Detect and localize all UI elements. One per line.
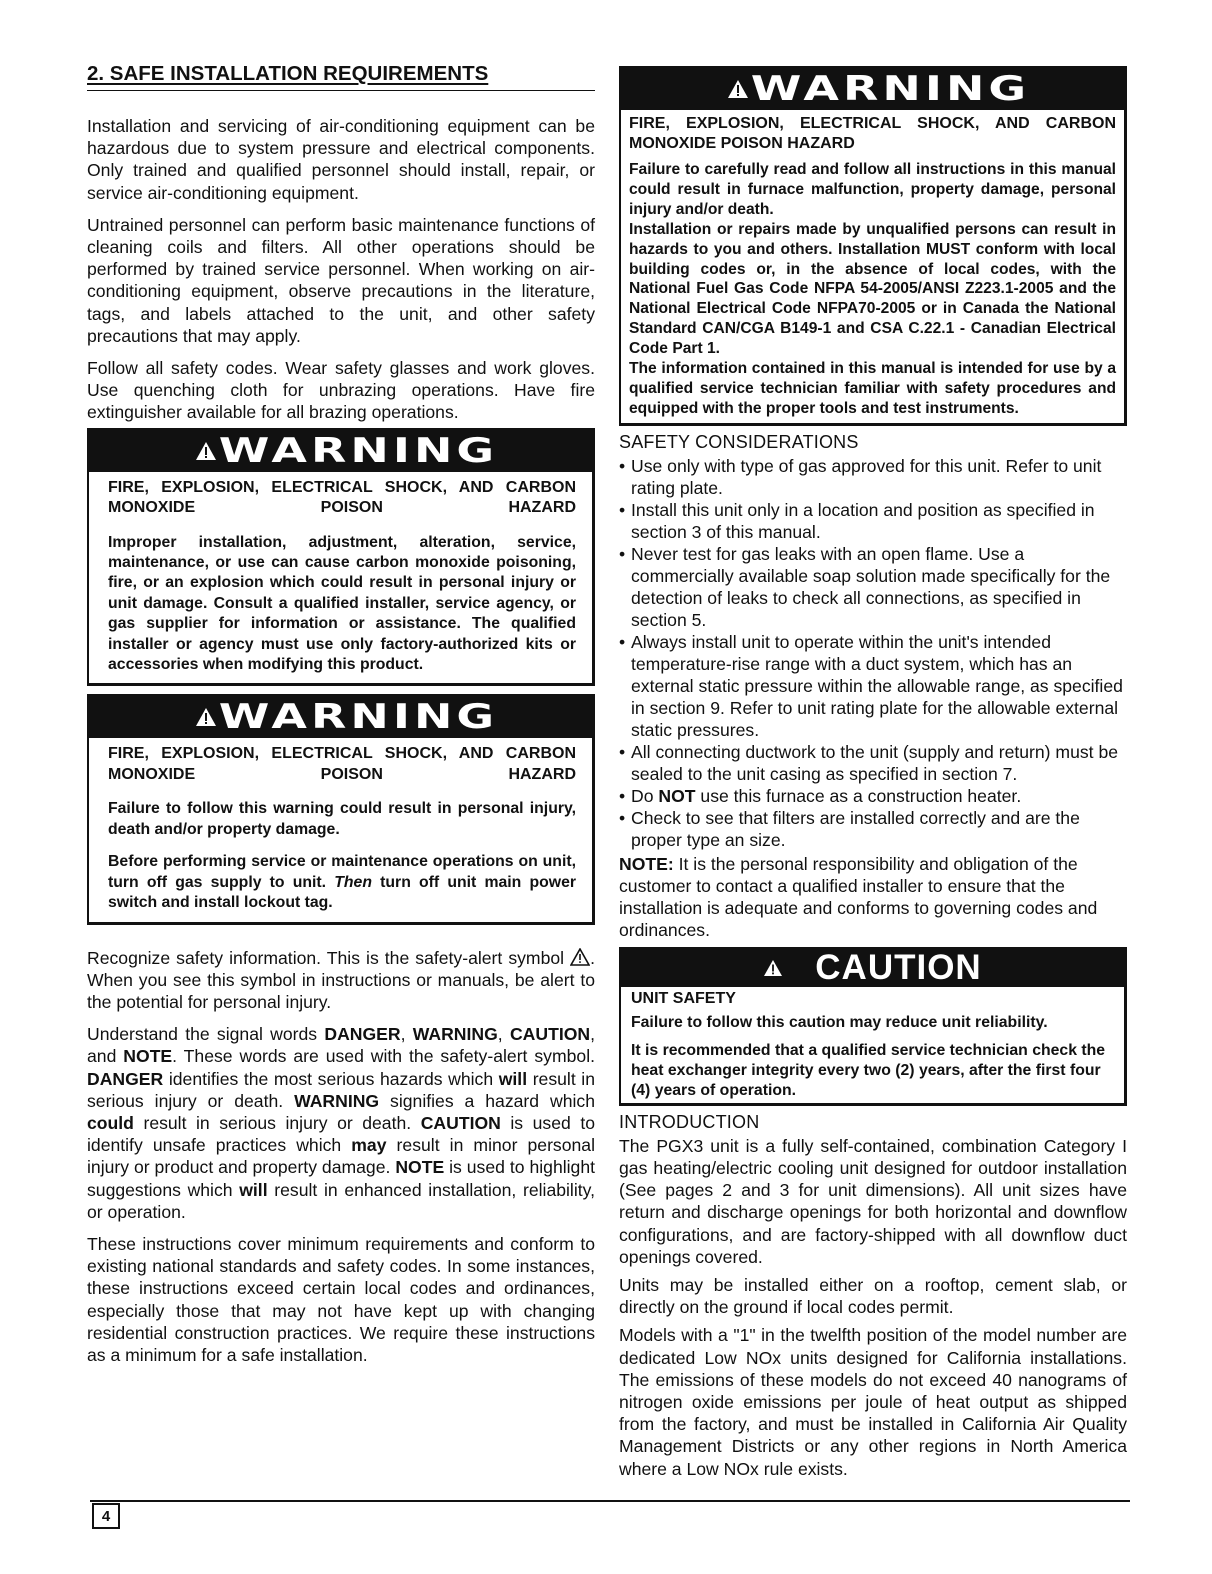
warning-banner — [89, 430, 592, 472]
right-column — [619, 66, 1127, 1490]
paragraph-recognize: Recognize safety information. This is the safety-alert symbol . When you see this symbol in instructions or manuals, be alert to the potential for personal injury. — [87, 947, 596, 1012]
caution-title: CAUTION — [815, 947, 982, 987]
warning-title: WARNING — [218, 430, 499, 471]
safety-considerations-heading: SAFETY CONSIDERATIONS — [619, 431, 859, 452]
list-item: • Use only with type of gas approved for this unit. Refer to unit rating plate. — [619, 455, 1127, 499]
caution-label: UNIT SAFETY — [631, 989, 736, 1007]
list-item: • Check to see that filters are installed correctly and are the proper type an size. — [619, 807, 1127, 851]
intro-paragraph-2: Units may be installed either on a rooftop, cement slab, or directly on the ground if local codes permit. — [619, 1275, 1127, 1318]
page-number: 4 — [92, 1503, 120, 1529]
introduction-heading: INTRODUCTION — [619, 1111, 760, 1132]
paragraph-signal-words: Understand the signal words DANGER, WARNING, CAUTION, and NOTE. These words are used with the safety-alert symbol. DANGER identifies the most serious hazards which will result in serious injury or death. WARNING signifies a hazard which could result in serious injury or death. CAUTION is used to identify unsafe practices which may result in minor personal injury or product and property damage. NOTE is used to highlight suggestions which will result in enhanced installation, reliability, or operation. — [87, 1024, 596, 1222]
caution-box — [619, 947, 1127, 1106]
note-paragraph: NOTE: It is the personal responsibility and obligation of the customer to contact a qualified installer to ensure that the installation is adequate and conforms to governing codes and ordinances. — [619, 853, 1098, 940]
warning-hazard: FIRE, EXPLOSION, ELECTRICAL SHOCK, AND CARBON MONOXIDE POISON HAZARD — [629, 115, 1116, 152]
caution-text-2: It is recommended that a qualified service technician check the heat exchanger integrity every two (2) years, after the first four (4) years of operation. — [631, 1041, 1106, 1099]
paragraph-minimum-requirements: These instructions cover minimum requirements and conform to existing national standards and safety codes. In some instances, these instructions exceed certain local codes and ordinances, especially those that may not have kept up with changing residential construction practices. We require these instructions as a minimum for a safe installation. — [87, 1233, 595, 1365]
warning-text: Improper installation, adjustment, alteration, service, maintenance, or use can cause carbon monoxide poisoning, fire, or an explosion which could result in personal injury or unit damage. Consult a qualified installer, service agency, or gas supplier for information or assistance. The qualified installer or agency must use only factory-authorized kits or accessories when modifying this product. — [108, 533, 576, 674]
footer-rule — [90, 1500, 1130, 1502]
warning-hazard: FIRE, EXPLOSION, ELECTRICAL SHOCK, AND CARBON MONOXIDE POISON HAZARD — [108, 745, 576, 783]
warning-text-1: Failure to carefully read and follow all instructions in this manual could result in furnace malfunction, property damage, personal injury and/or death. — [629, 161, 1116, 218]
warning-box-improper-installation — [87, 428, 595, 687]
list-item: • Do NOT use this furnace as a construction heater. — [619, 785, 1127, 807]
warning-text-2: Installation or repairs made by unqualified persons can result in hazards to you and others. Installation MUST conform with local building codes or, in the absence of local codes, with the National Fuel Gas Code NFPA 54-2005/ANSI Z223.1-2005 and the National Electrical Code NFPA70-2005 or in Canada the National Standard CAN/CGA B149-1 and CSA C.22.1 - Canadian Electrical Code Part 1. — [629, 220, 1116, 358]
alert-triangle-icon — [763, 959, 783, 977]
safety-list — [619, 455, 1127, 851]
warning-banner — [89, 696, 592, 738]
left-column — [87, 62, 595, 1376]
intro-paragraph-3: Models with a "1" in the twelfth position of the model number are dedicated Low NOx units designed for California installations. The emissions of these models do not exceed 40 nanograms of nitrogen oxide emissions per joule of heat output as shipped from the factory, and must be installed in California Air Quality Management Districts or any other regions in North America where a Low NOx rule exists. — [619, 1325, 1127, 1479]
paragraph-installation: Installation and servicing of air-conditioning equipment can be hazardous due to system pressure and electrical components. Only trained and qualified personnel should install, repair, or service air-conditioning equipment. — [87, 116, 595, 203]
warning-box-qualified-installer — [619, 66, 1127, 426]
warning-box-lockout — [87, 694, 595, 924]
warning-title: WARNING — [750, 69, 1031, 109]
caution-banner — [621, 949, 1124, 987]
paragraph-safety-codes: Follow all safety codes. Wear safety glasses and work gloves. Use quenching cloth for unbrazing operations. Have fire extinguisher available for all brazing operations. — [87, 358, 595, 423]
warning-text-1: Failure to follow this warning could result in personal injury, death and/or property damage. — [108, 800, 576, 838]
list-item: • All connecting ductwork to the unit (supply and return) must be sealed to the unit casing as specified in section 7. — [619, 741, 1127, 785]
warning-banner — [621, 68, 1124, 110]
list-item: • Always install unit to operate within the unit's intended temperature-rise range with a duct system, which has an external static pressure within the allowable range, as specified in section 9. Refer to unit rating plate for the allowable external static pressures. — [619, 631, 1127, 741]
warning-hazard: FIRE, EXPLOSION, ELECTRICAL SHOCK, AND CARBON MONOXIDE POISON HAZARD — [108, 478, 576, 517]
paragraph-untrained: Untrained personnel can perform basic maintenance functions of cleaning coils and filters. All other operations should be performed by trained service personnel. When working on air-conditioning equipment, observe precautions in the literature, tags, and labels attached to the unit, and other safety precautions that may apply. — [87, 214, 595, 346]
caution-text-1: Failure to follow this caution may reduce unit reliability. — [631, 1013, 1048, 1031]
safety-alert-symbol-icon — [570, 948, 590, 966]
intro-paragraph-1: The PGX3 unit is a fully self-contained, combination Category I gas heating/electric cooling unit designed for outdoor installation (See pages 2 and 3 for unit dimensions). All unit sizes have return and discharge openings for both horizontal and downflow configurations, and are factory-shipped with all downflow duct openings covered. — [619, 1135, 1127, 1267]
warning-text-3: The information contained in this manual is intended for use by a qualified service technician familiar with safety procedures and equipped with the proper tools and test instruments. — [629, 360, 1116, 417]
warning-title: WARNING — [218, 697, 499, 738]
list-item: • Never test for gas leaks with an open flame. Use a commercially available soap solution made specifically for the detection of leaks to check all connections, as specified in section 5. — [619, 543, 1127, 631]
section-title: 2. SAFE INSTALLATION REQUIREMENTS — [87, 62, 595, 91]
list-item: • Install this unit only in a location and position as specified in section 3 of this manual. — [619, 499, 1127, 543]
warning-text-2: Before performing service or maintenance operations on unit, turn off gas supply to unit. Then turn off unit main power switch and install lockout tag. — [108, 853, 577, 912]
